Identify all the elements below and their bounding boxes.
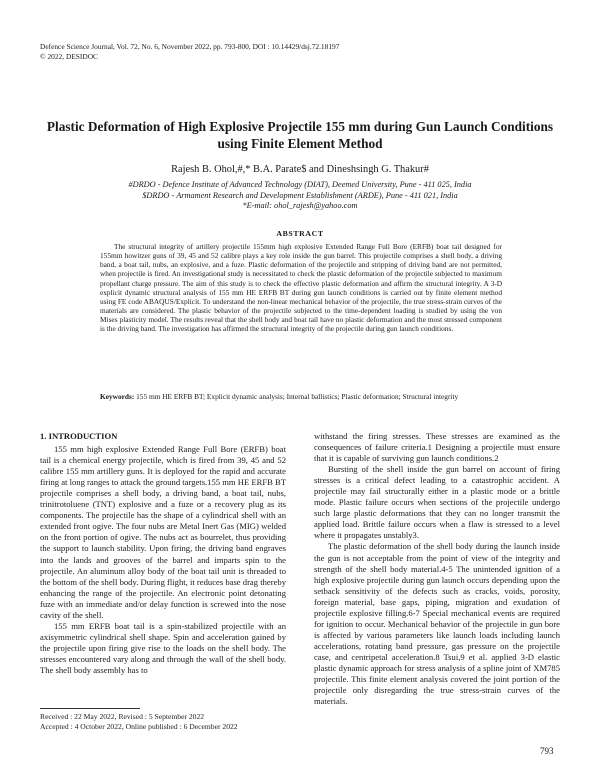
journal-header [40,42,339,62]
section-heading-introduction: 1. INTRODUCTION [40,431,118,441]
affiliations [40,180,560,212]
body-paragraph: withstand the firing stresses. These stresses are examined as the consequences of failure criteria.1 Designing a projectile must ensure that it is capable of surviving gun launch conditions.2 [314,431,560,464]
body-paragraph: Bursting of the shell inside the gun barrel on account of firing stresses is a critical defect leading to a catastrophic accident. A projectile may fail structurally either in a plastic mode or a brittle mode. Plastic failure occurs when sections of the projectile undergo such large plastic deformations that they can no longer transmit the applied load. Brittle failure occurs when a flaw is stressed to a level where it propagates unstably3. [314,464,560,541]
footnote-divider [40,708,140,709]
intro-paragraph: 155 mm high explosive Extended Range Full Bore (ERFB) boat tail is a chemical energy projectile, which is fired from 39, 45 and 52 calibre 155 mm artillery guns. It is deployed for the rapid and accurate firing at long ranges to attack the ground targets.155 mm HE ERFB BT projectile comprises a shell body, a driving band, a boat tail, nubs, trinitrotoluene (TNT) explosive and a fuze or a recovery plug as its components. The projectile has the shape of a cylindrical shell with an extended front ogive. The four nubs are Metal Inert Gas (MIG) welded on the front portion of ogive. The nubs act as bourrelet, thus providing the support to launch stability. Upon firing, the driving band engraves into the lands and grooves of the barrel and imparts spin to the projectile. An aluminum alloy body of the boat tail unit is threaded to the bottom of the shell body. During flight, it reduces base drag thereby enhancing the range of the projectile. An electronic point detonating fuze with an immediate and/or delay function is screwed into the nose cavity of the shell. [40,444,286,620]
received-revised-dates: Received : 22 May 2022, Revised : 5 September 2022 [40,712,205,721]
journal-citation: Defence Science Journal, Vol. 72, No. 6, November 2022, pp. 793-800, DOI : 10.14429/dsj.72.18197 [40,42,340,51]
intro-paragraph: 155 mm ERFB boat tail is a spin-stabilized projectile with an axisymmetric cylindrical shell shape. Spin and acceleration gained by the projectile upon firing give rise to the loads on the shell body. The stresses encountered vary along and through the wall of the shell body. The shell body assembly has to [40,620,286,675]
body-paragraph: The plastic deformation of the shell body during the launch inside the gun is not acceptable from the point of view of the integrity and strength of the shell body material.4-5 The unintended ignition of a high explosive projectile during gun launch occurs depending upon the setback sensitivity of the defects such as cracks, voids, porosity, foreign material, base gaps, piping, migration and exudation of projectile explosive filling.6-7 Special mechanical events are required for ignition to occur. Mechanical behavior of the projectile in gun bore is affected by various parameters like launch loads including launch accelerations, rotating band pressure, gas pressure on the projectile case, and centripetal acceleration.8 Tsui,9 et al. applied 3-D elastic plastic dynamic approach for stress analysis of a spline joint of XM785 projectile. This finite element analysis covered the joint portion of the projectile only disregarding the true stress-strain curves of the materials. [314,541,560,707]
left-column [40,431,286,676]
abstract-heading: ABSTRACT [276,229,324,238]
author-list: Rajesh B. Ohol,#,* B.A. Parate$ and Dineshsingh G. Thakur# [171,164,429,175]
keywords-label: Keywords: [100,392,135,401]
keywords [100,392,502,402]
abstract-text: The structural integrity of artillery projectile 155mm high explosive Extended Range Full Bore (ERFB) boat tail designed for 155mm howitzer guns of 39, 45 and 52 calibre plays a key role inside the gun barrel. This projectile comprises a shell body, a driving band, a boat tail, nubs, an explosive, and a fuze. Plastic deformation of the projectile and stripping of driving band are not permitted, when projectile is fired. An investigational study is necessitated to check the plastic deformation of the projectile subjected to maximum propellant charge pressure. The aim of this study is to check the effective plastic deformation and affirm the structural integrity. A 3-D explicit dynamic structural analysis of 155 mm HE ERFB BT during gun launch conditions is carried out by finite element method using FE code ABAQUS/Explicit. To understand the non-linear mechanical behavior of the projectile, the true stress-strain curves of the materials are considered. The plastic behavior of the projectile subjected to the time-dependent loading is studied by using the von Mises plasticity model. The results reveal that the shell body and boat tail have no plastic deformation and the most stressed component is the driving band. The investigation has affirmed the structural integrity of the projectile during gun launch conditions. [100,242,502,334]
affiliation-arde: $DRDO - Armament Research and Development Establishment (ARDE), Pune - 411 021, India [142,190,458,200]
keywords-text: 155 mm HE ERFB BT; Explicit dynamic analysis; Internal ballistics; Plastic deformation; Structural integrity [136,392,459,401]
paper-title: Plastic Deformation of High Explosive Projectile 155 mm during Gun Launch Conditions using Finite Element Method [46,119,554,151]
affiliation-diat: #DRDO - Defence Institute of Advanced Technology (DIAT), Deemed University, Pune - 411 025, India [128,180,472,189]
page-number: 793 [540,746,554,756]
copyright: © 2022, DESIDOC [40,52,98,61]
author-email: *E-mail: ohol_rajesh@yahoo.com [242,201,358,211]
submission-dates [40,712,238,732]
right-column [314,431,560,707]
accepted-published-dates: Accepted : 4 October 2022, Online published : 6 December 2022 [40,722,238,731]
